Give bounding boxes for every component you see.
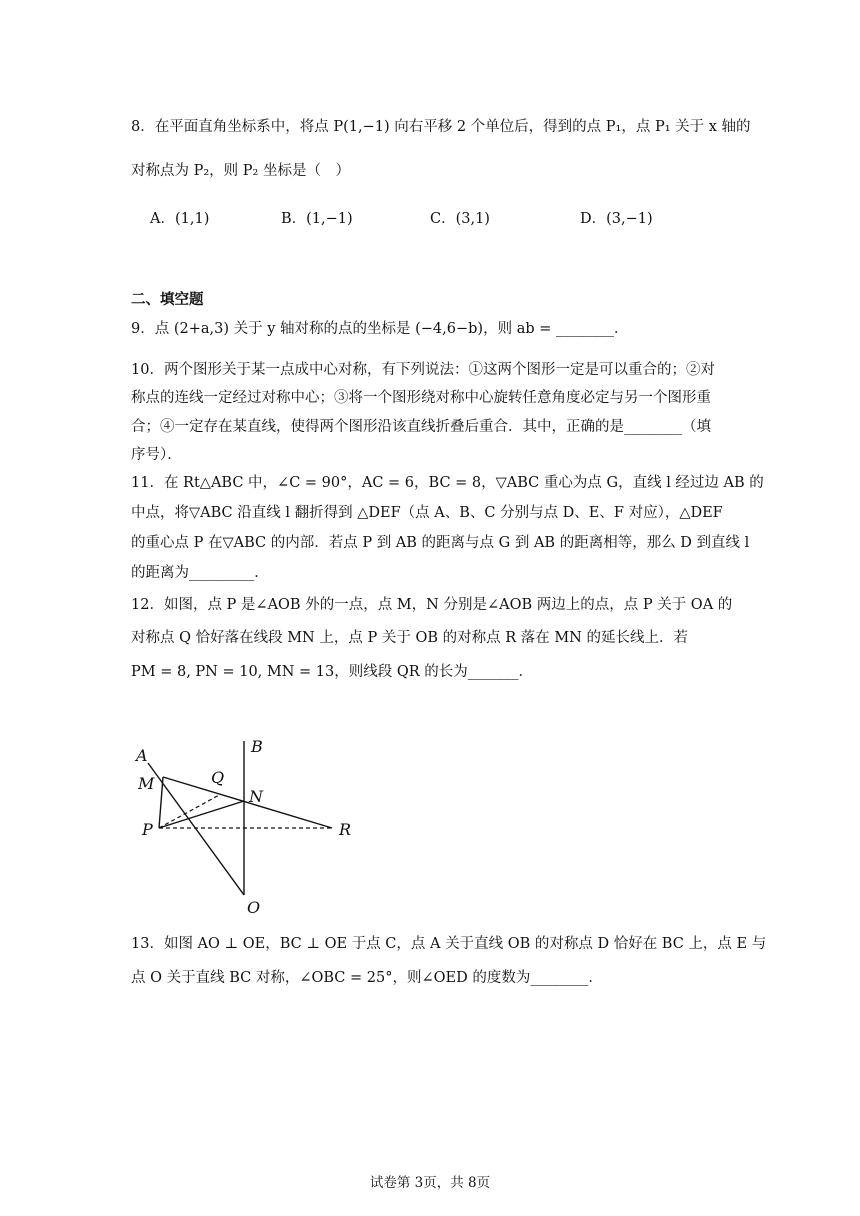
label-n: N <box>249 787 263 806</box>
label-b: B <box>251 737 263 756</box>
q10-line-3: 合；④一定存在某直线，使得两个图形沿该直线折叠后重合．其中，正确的是________（填 <box>131 419 711 435</box>
segment-pm <box>159 777 163 828</box>
geometry-figure <box>127 735 357 917</box>
q11-line-2: 中点，将▽ABC 沿直线 l 翻折得到 △DEF（点 A、B、C 分别与点 D、E、F 对应），△DEF <box>131 505 723 521</box>
line-mr <box>163 777 332 828</box>
q10-line-4: 序号）． <box>131 447 182 463</box>
q8-line-1: 8．在平面直角坐标系中，将点 P(1,−1) 向右平移 2 个单位后，得到的点 P₁，点 P₁ 关于 x 轴的 <box>131 119 751 135</box>
q8-option-a[interactable]: A．(1,1) <box>150 211 210 227</box>
q12-line-2: 对称点 Q 恰好落在线段 MN 上，点 P 关于 OB 的对称点 R 落在 MN 的延长线上．若 <box>131 630 688 646</box>
q10-line-1: 10．两个图形关于某一点成中心对称，有下列说法：①这两个图形一定是可以重合的；②对 <box>131 362 715 378</box>
label-a: A <box>136 746 148 765</box>
q12-line-1: 12．如图，点 P 是∠AOB 外的一点，点 M，N 分别是∠AOB 两边上的点，点 P 关于 OA 的 <box>131 597 733 613</box>
q11-line-3: 的重心点 P 在▽ABC 的内部．若点 P 到 AB 的距离与点 G 到 AB 的距离相等，那么 D 到直线 l <box>131 535 750 551</box>
page-footer: 试卷第 3页，共 8页 <box>369 1175 491 1191</box>
q12-line-3: PM = 8, PN = 10, MN = 13，则线段 QR 的长为_______． <box>131 664 534 680</box>
q8-option-b[interactable]: B．(1,−1) <box>281 211 353 227</box>
label-o: O <box>247 898 261 917</box>
q13-line-2: 点 O 关于直线 BC 对称，∠OBC = 25°，则∠OED 的度数为________． <box>131 970 603 986</box>
segment-pn <box>159 801 244 828</box>
q10-line-2: 称点的连线一定经过对称中心；③将一个图形绕对称中心旋转任意角度必定与另一个图形重 <box>131 390 711 406</box>
q13-line-1: 13．如图 AO ⊥ OE，BC ⊥ OE 于点 C，点 A 关于直线 OB 的对称点 D 恰好在 BC 上，点 E 与 <box>131 936 767 952</box>
label-q: Q <box>211 768 225 787</box>
section-title-fill-in: 二、填空题 <box>131 292 204 308</box>
label-m: M <box>138 774 155 793</box>
q9-line: 9．点 (2+a,3) 关于 y 轴对称的点的坐标是 (−4,6−b)，则 ab = ________． <box>131 321 629 337</box>
label-r: R <box>339 820 352 839</box>
label-p: P <box>142 820 153 839</box>
q8-option-c[interactable]: C．(3,1) <box>430 211 490 227</box>
q8-option-d[interactable]: D．(3,−1) <box>580 211 653 227</box>
q11-line-1: 11．在 Rt△ABC 中，∠C = 90°，AC = 6，BC = 8，▽ABC 重心为点 G，直线 l 经过边 AB 的 <box>131 475 764 491</box>
q11-line-4: 的距离为_________． <box>131 565 269 581</box>
q8-line-2: 对称点为 P₂，则 P₂ 坐标是（ ） <box>131 163 350 179</box>
